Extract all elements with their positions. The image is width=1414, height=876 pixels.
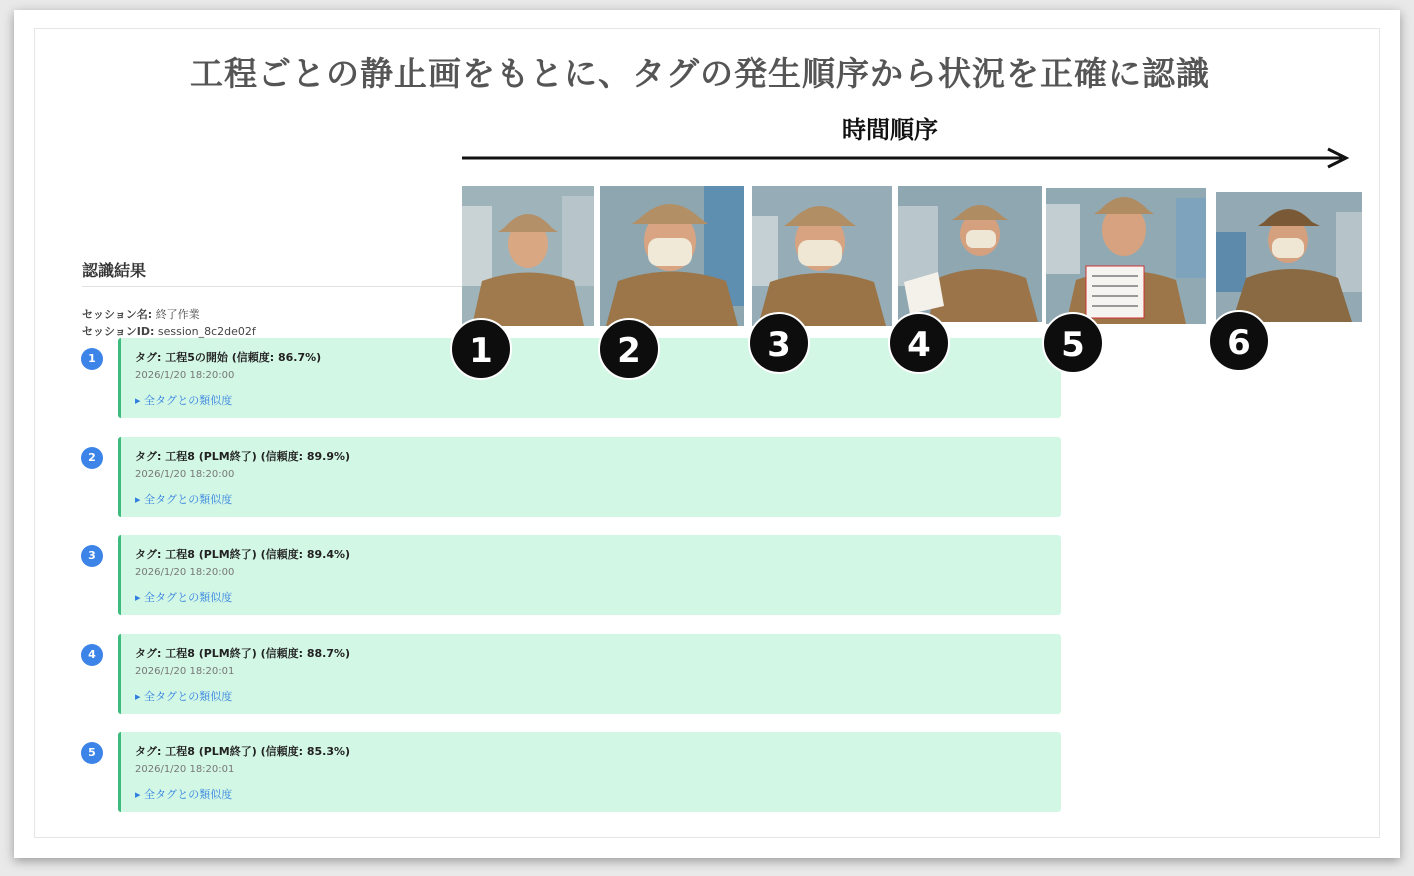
step-number-4: 4	[888, 312, 950, 374]
result-tag: タグ: 工程8 (PLM終了) (信頼度: 85.3%)	[135, 745, 351, 758]
result-tag: タグ: 工程5の開始 (信頼度: 86.7%)	[135, 351, 322, 364]
result-timestamp: 2026/1/20 18:20:00	[135, 370, 235, 381]
section-divider	[82, 286, 462, 287]
session-name-row	[82, 306, 200, 322]
result-index-badge: 5	[81, 742, 103, 764]
frame-photo-4	[898, 186, 1042, 322]
session-id-row	[82, 323, 256, 339]
headline: 工程ごとの静止画をもとに、タグの発生順序から状況を正確に認識	[190, 54, 1210, 93]
frame-photo-1	[462, 186, 594, 326]
session-id-value: session_8c2de02f	[157, 325, 256, 338]
frame-photo-6	[1216, 192, 1362, 322]
result-timestamp: 2026/1/20 18:20:01	[135, 666, 235, 677]
time-arrow	[462, 146, 1354, 170]
similarity-toggle-link[interactable]: ▸ 全タグとの類似度	[135, 591, 233, 604]
section-title: 認識結果	[82, 261, 147, 280]
similarity-toggle-link[interactable]: ▸ 全タグとの類似度	[135, 788, 233, 801]
similarity-toggle-link[interactable]: ▸ 全タグとの類似度	[135, 690, 233, 703]
result-tag: タグ: 工程8 (PLM終了) (信頼度: 88.7%)	[135, 647, 351, 660]
frame-photo-3	[752, 186, 892, 326]
slide-card	[14, 10, 1400, 858]
result-item	[88, 535, 1061, 615]
result-timestamp: 2026/1/20 18:20:00	[135, 469, 235, 480]
result-timestamp: 2026/1/20 18:20:01	[135, 764, 235, 775]
step-number-5: 5	[1042, 312, 1104, 374]
result-index-badge: 4	[81, 644, 103, 666]
result-index-badge: 1	[81, 348, 103, 370]
frame-photo-2	[600, 186, 744, 326]
session-name-value: 終了作業	[155, 308, 200, 321]
step-number-3: 3	[748, 312, 810, 374]
similarity-toggle-link[interactable]: ▸ 全タグとの類似度	[135, 394, 233, 407]
result-item	[88, 732, 1061, 812]
session-name-label: セッション名:	[82, 308, 153, 321]
step-number-1: 1	[450, 318, 512, 380]
time-axis-label: 時間順序	[842, 116, 938, 144]
result-item	[88, 634, 1061, 714]
step-number-6: 6	[1208, 310, 1270, 372]
result-item	[88, 437, 1061, 517]
result-index-badge: 2	[81, 447, 103, 469]
similarity-toggle-link[interactable]: ▸ 全タグとの類似度	[135, 493, 233, 506]
result-timestamp: 2026/1/20 18:20:00	[135, 567, 235, 578]
result-tag: タグ: 工程8 (PLM終了) (信頼度: 89.4%)	[135, 548, 351, 561]
step-number-2: 2	[598, 318, 660, 380]
frame-photo-5	[1046, 188, 1206, 324]
session-id-label: セッションID:	[82, 325, 155, 338]
result-index-badge: 3	[81, 545, 103, 567]
result-tag: タグ: 工程8 (PLM終了) (信頼度: 89.9%)	[135, 450, 351, 463]
